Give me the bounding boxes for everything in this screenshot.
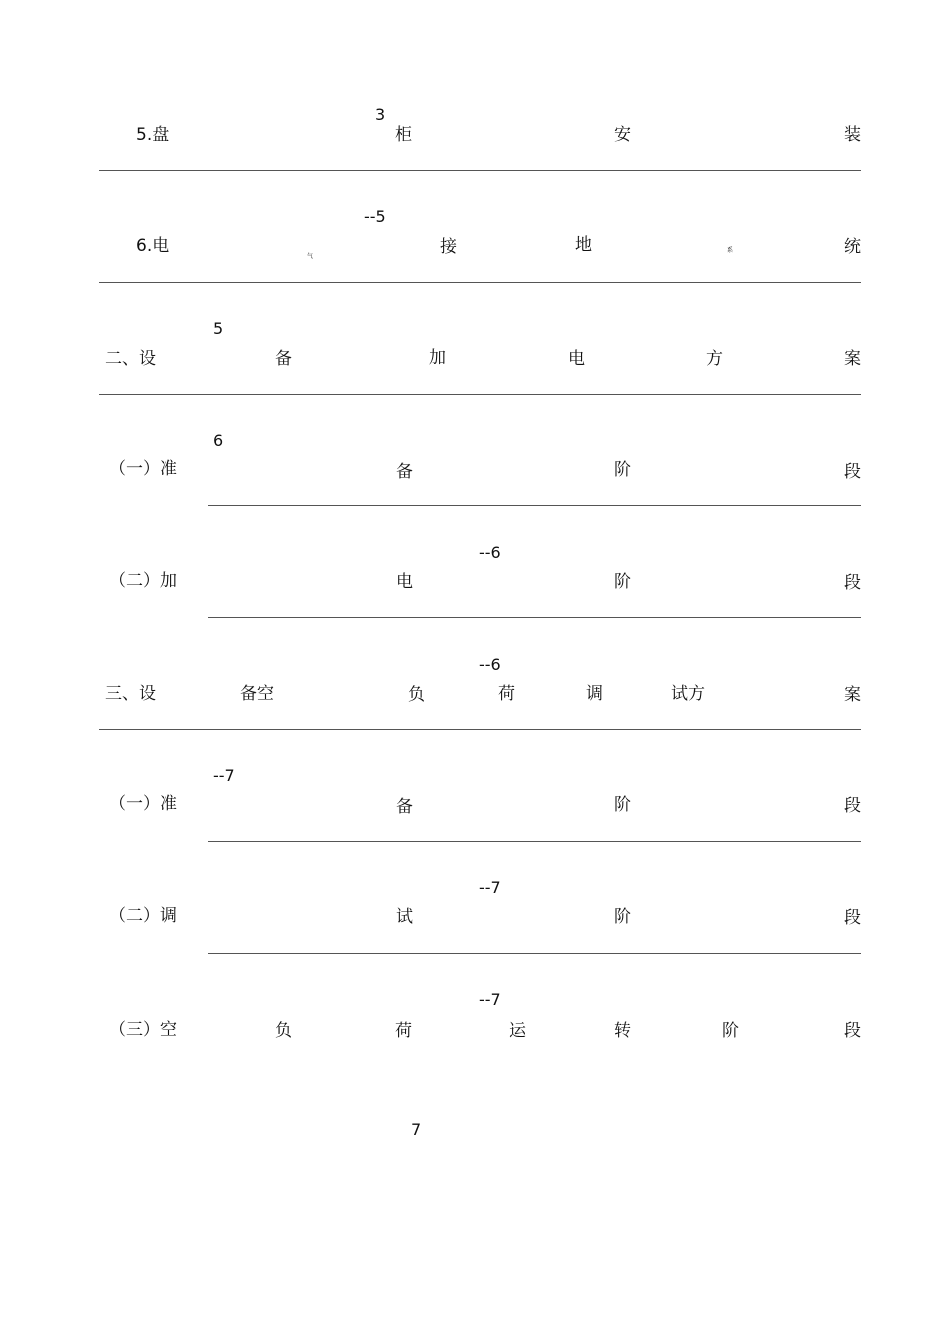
entry-title-part: 电 <box>568 349 585 369</box>
entry-title-part: 阶 <box>614 907 631 927</box>
page-ref: --7 <box>479 990 501 1009</box>
entry-title-part-small: 系 <box>727 247 734 254</box>
page-ref: --5 <box>364 207 386 226</box>
entry-title-part: 备 <box>275 349 292 369</box>
divider <box>208 617 861 618</box>
entry-title-part: 柜 <box>395 125 412 145</box>
entry-title-part: 负 <box>408 685 425 705</box>
entry-title-part: （一）准 <box>109 459 177 479</box>
entry-title-part-small: 气 <box>307 253 314 260</box>
entry-title-part: 阶 <box>614 795 631 815</box>
entry-title-part: （三）空 <box>109 1020 177 1040</box>
entry-title-part: 电 <box>396 572 413 592</box>
entry-title-part: 方 <box>706 349 723 369</box>
entry-title-part: 段 <box>844 1021 861 1041</box>
entry-title-part: 案 <box>844 685 861 705</box>
divider <box>99 170 861 171</box>
page-ref: --6 <box>479 655 501 674</box>
entry-title-part: 试方 <box>671 684 705 704</box>
divider <box>208 953 861 954</box>
entry-title-part: 加 <box>429 348 446 368</box>
entry-title-part: （一）准 <box>109 794 177 814</box>
entry-title-part: （二）调 <box>109 906 177 926</box>
entry-title-part: 运 <box>509 1021 526 1041</box>
entry-title-part: 荷 <box>395 1021 412 1041</box>
entry-title-part: 试 <box>396 907 413 927</box>
entry-title-part: 备空 <box>240 684 274 704</box>
entry-title-part: 统 <box>844 237 861 257</box>
entry-title-part: 段 <box>844 796 861 816</box>
entry-title-part: 5.盘 <box>136 125 170 145</box>
divider <box>99 394 861 395</box>
entry-title-part: 阶 <box>722 1021 739 1041</box>
page-ref: --7 <box>479 878 501 897</box>
page-ref: --6 <box>479 543 501 562</box>
entry-title-part: 转 <box>614 1021 631 1041</box>
entry-title-part: 段 <box>844 908 861 928</box>
entry-title-part: 负 <box>275 1021 292 1041</box>
entry-title-part: 段 <box>844 573 861 593</box>
page-ref: 6 <box>213 431 224 450</box>
entry-title-part: 备 <box>396 797 413 817</box>
entry-title-part: 三、设 <box>105 684 156 704</box>
entry-title-part: 地 <box>575 235 592 255</box>
page-ref: --7 <box>213 766 235 785</box>
entry-title-part: 案 <box>844 349 861 369</box>
page-ref: 3 <box>375 105 386 124</box>
page-number: 7 <box>411 1120 422 1139</box>
entry-title-part: 调 <box>586 684 603 704</box>
divider <box>208 841 861 842</box>
entry-title-part: 二、设 <box>105 349 156 369</box>
entry-title-part: 阶 <box>614 572 631 592</box>
divider <box>99 282 861 283</box>
entry-title-part: 段 <box>844 462 861 482</box>
entry-title-part: 阶 <box>614 460 631 480</box>
entry-title-part: 备 <box>396 462 413 482</box>
entry-title-part: （二）加 <box>109 571 177 591</box>
page-ref: 5 <box>213 319 224 338</box>
divider <box>99 729 861 730</box>
divider <box>208 505 861 506</box>
entry-title-part: 荷 <box>498 684 515 704</box>
entry-title-part: 安 <box>614 125 631 145</box>
entry-title-part: 装 <box>844 125 861 145</box>
entry-title-part: 6.电 <box>136 236 170 256</box>
entry-title-part: 接 <box>440 237 457 257</box>
